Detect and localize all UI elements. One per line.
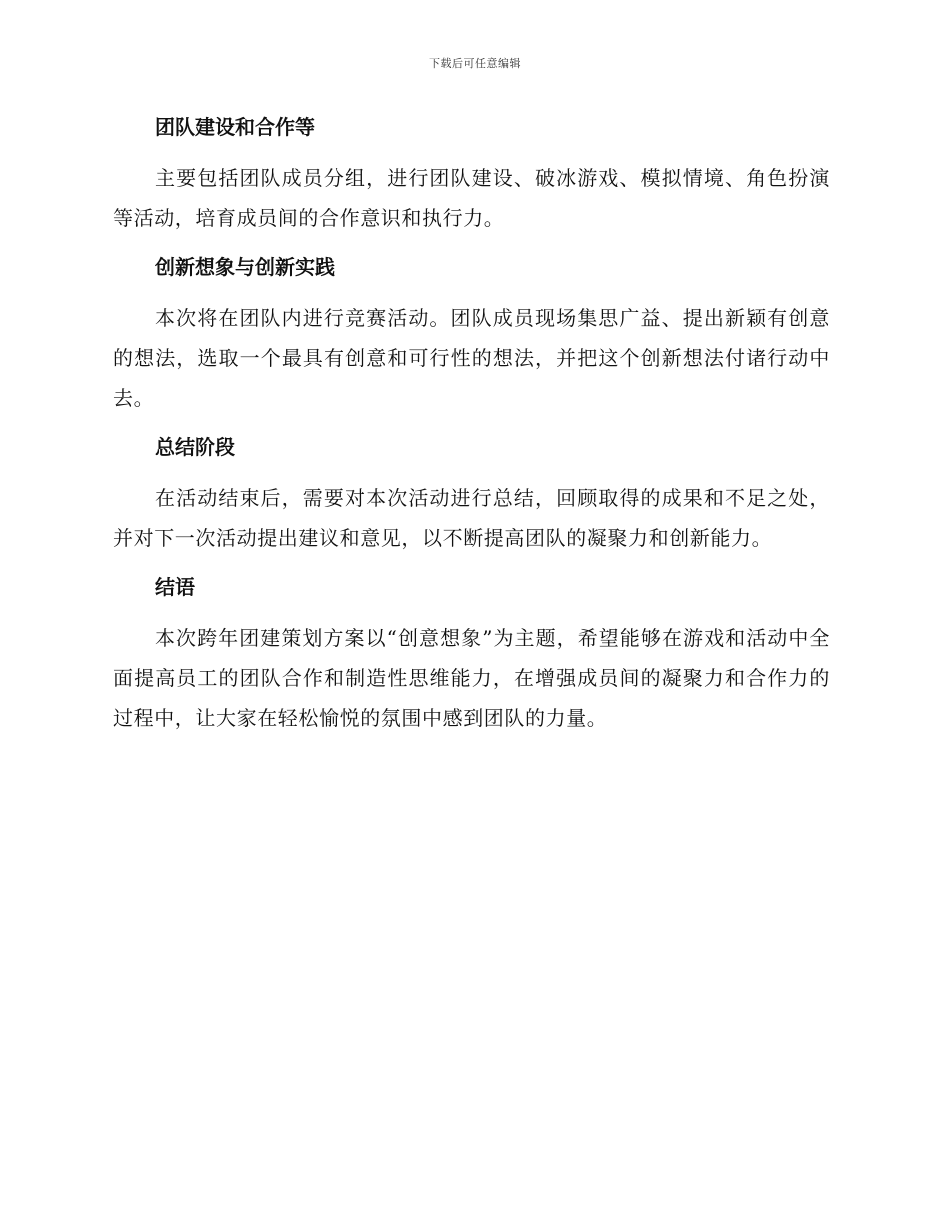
section-team-building bbox=[113, 108, 830, 238]
section-paragraph: 本次跨年团建策划方案以“创意想象”为主题，希望能够在游戏和活动中全面提高员工的团队合作和制造性思维能力，在增强成员间的凝聚力和合作力的过程中，让大家在轻松愉悦的氛围中感到团队的力量。 bbox=[113, 626, 830, 730]
section-paragraph: 主要包括团队成员分组，进行团队建设、破冰游戏、模拟情境、角色扮演等活动，培育成员间的合作意识和执行力。 bbox=[113, 166, 830, 230]
document-body bbox=[113, 108, 830, 748]
section-heading: 总结阶段 bbox=[155, 435, 235, 459]
section-paragraph: 在活动结束后，需要对本次活动进行总结，回顾取得的成果和不足之处，并对下一次活动提出建议和意见，以不断提高团队的凝聚力和创新能力。 bbox=[113, 486, 830, 550]
section-summary bbox=[113, 428, 830, 558]
section-innovation bbox=[113, 248, 830, 418]
section-heading: 创新想象与创新实践 bbox=[155, 255, 335, 279]
section-heading: 团队建设和合作等 bbox=[155, 115, 315, 139]
section-conclusion bbox=[113, 568, 830, 738]
section-paragraph: 本次将在团队内进行竞赛活动。团队成员现场集思广益、提出新颖有创意的想法，选取一个最具有创意和可行性的想法，并把这个创新想法付诸行动中去。 bbox=[113, 306, 830, 410]
page-header: 下载后可任意编辑 bbox=[429, 57, 521, 70]
section-heading: 结语 bbox=[155, 575, 195, 599]
